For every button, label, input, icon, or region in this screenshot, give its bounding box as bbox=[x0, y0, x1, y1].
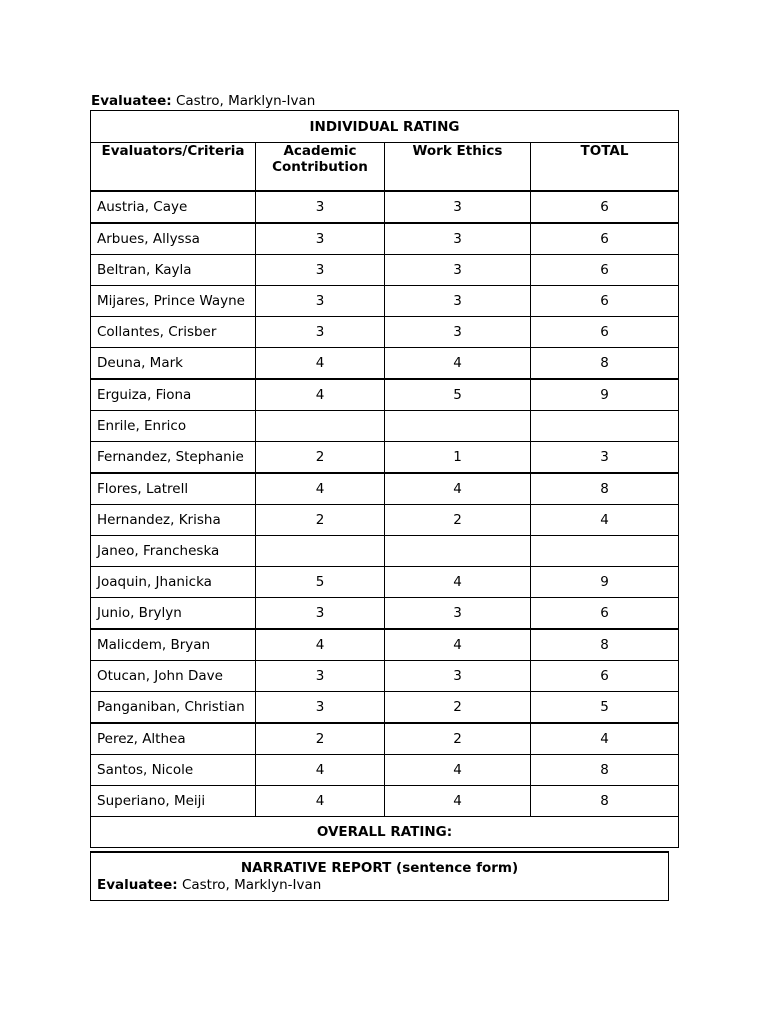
narrative-evaluatee-name: Castro, Marklyn-Ivan bbox=[181, 877, 322, 893]
table-row bbox=[91, 755, 679, 786]
evaluator-name: Mijares, Prince Wayne bbox=[91, 286, 256, 317]
narrative-report-title: NARRATIVE REPORT (sentence form) bbox=[240, 860, 519, 876]
header-evaluators: Evaluators/Criteria bbox=[91, 143, 256, 192]
evaluator-name: Panganiban, Christian bbox=[91, 692, 256, 724]
overall-rating-label: OVERALL RATING: bbox=[91, 817, 679, 848]
evaluator-name: Janeo, Francheska bbox=[91, 536, 256, 567]
total-score: 4 bbox=[531, 505, 679, 536]
work-ethics-score: 3 bbox=[385, 661, 531, 692]
evaluator-name: Superiano, Meiji bbox=[91, 786, 256, 817]
work-ethics-score: 2 bbox=[385, 723, 531, 755]
work-ethics-score: 2 bbox=[385, 505, 531, 536]
evaluator-name: Enrile, Enrico bbox=[91, 411, 256, 442]
work-ethics-score: 3 bbox=[385, 286, 531, 317]
evaluator-name: Hernandez, Krisha bbox=[91, 505, 256, 536]
evaluator-name: Malicdem, Bryan bbox=[91, 629, 256, 661]
evaluator-name: Flores, Latrell bbox=[91, 473, 256, 505]
narrative-evaluatee-label: Evaluatee: bbox=[97, 877, 178, 893]
total-score: 6 bbox=[531, 255, 679, 286]
total-score: 6 bbox=[531, 191, 679, 223]
work-ethics-score: 3 bbox=[385, 598, 531, 630]
total-score: 3 bbox=[531, 442, 679, 474]
narrative-evaluatee bbox=[91, 877, 668, 894]
total-score: 5 bbox=[531, 692, 679, 724]
table-row bbox=[91, 536, 679, 567]
table-title: INDIVIDUAL RATING bbox=[91, 111, 679, 143]
academic-score: 3 bbox=[256, 191, 385, 223]
evaluator-name: Erguiza, Fiona bbox=[91, 379, 256, 411]
work-ethics-score: 4 bbox=[385, 629, 531, 661]
total-score: 6 bbox=[531, 223, 679, 255]
total-score: 8 bbox=[531, 629, 679, 661]
work-ethics-score bbox=[385, 536, 531, 567]
work-ethics-score: 4 bbox=[385, 755, 531, 786]
total-score: 4 bbox=[531, 723, 679, 755]
table-row bbox=[91, 598, 679, 630]
work-ethics-score: 4 bbox=[385, 348, 531, 380]
header-work-ethics: Work Ethics bbox=[385, 143, 531, 192]
header-total: TOTAL bbox=[531, 143, 679, 192]
academic-score: 3 bbox=[256, 317, 385, 348]
table-row bbox=[91, 786, 679, 817]
header-academic-line2: Contribution bbox=[272, 159, 368, 175]
evaluator-name: Beltran, Kayla bbox=[91, 255, 256, 286]
academic-score: 4 bbox=[256, 629, 385, 661]
total-score: 8 bbox=[531, 755, 679, 786]
evaluator-name: Deuna, Mark bbox=[91, 348, 256, 380]
academic-score: 3 bbox=[256, 661, 385, 692]
table-row bbox=[91, 473, 679, 505]
table-header-row bbox=[91, 143, 679, 192]
evaluatee-label: Evaluatee: bbox=[91, 93, 172, 109]
total-score: 8 bbox=[531, 348, 679, 380]
evaluator-name: Otucan, John Dave bbox=[91, 661, 256, 692]
work-ethics-score: 3 bbox=[385, 223, 531, 255]
academic-score: 4 bbox=[256, 755, 385, 786]
academic-score: 4 bbox=[256, 379, 385, 411]
evaluator-name: Arbues, Allyssa bbox=[91, 223, 256, 255]
individual-rating-table bbox=[90, 110, 679, 848]
total-score: 6 bbox=[531, 317, 679, 348]
table-row bbox=[91, 317, 679, 348]
evaluator-name: Joaquin, Jhanicka bbox=[91, 567, 256, 598]
table-row bbox=[91, 629, 679, 661]
work-ethics-score: 4 bbox=[385, 786, 531, 817]
table-row bbox=[91, 286, 679, 317]
table-row bbox=[91, 661, 679, 692]
table-row bbox=[91, 723, 679, 755]
evaluatee-name: Castro, Marklyn-Ivan bbox=[175, 93, 316, 109]
academic-score: 4 bbox=[256, 786, 385, 817]
table-row bbox=[91, 692, 679, 724]
table-row bbox=[91, 411, 679, 442]
work-ethics-score bbox=[385, 411, 531, 442]
work-ethics-score: 5 bbox=[385, 379, 531, 411]
evaluatee-header bbox=[91, 92, 315, 110]
total-score bbox=[531, 411, 679, 442]
total-score: 6 bbox=[531, 598, 679, 630]
academic-score: 3 bbox=[256, 223, 385, 255]
table-row bbox=[91, 348, 679, 380]
work-ethics-score: 3 bbox=[385, 255, 531, 286]
narrative-report-box bbox=[90, 851, 669, 901]
table-row bbox=[91, 505, 679, 536]
academic-score: 2 bbox=[256, 723, 385, 755]
evaluator-name: Austria, Caye bbox=[91, 191, 256, 223]
academic-score: 3 bbox=[256, 255, 385, 286]
academic-score: 3 bbox=[256, 286, 385, 317]
academic-score: 2 bbox=[256, 442, 385, 474]
total-score: 9 bbox=[531, 379, 679, 411]
academic-score bbox=[256, 411, 385, 442]
overall-rating-row bbox=[91, 817, 679, 848]
total-score: 6 bbox=[531, 286, 679, 317]
academic-score: 2 bbox=[256, 505, 385, 536]
academic-score: 4 bbox=[256, 348, 385, 380]
academic-score: 4 bbox=[256, 473, 385, 505]
table-row bbox=[91, 255, 679, 286]
table-row bbox=[91, 379, 679, 411]
work-ethics-score: 2 bbox=[385, 692, 531, 724]
evaluator-name: Perez, Althea bbox=[91, 723, 256, 755]
work-ethics-score: 1 bbox=[385, 442, 531, 474]
work-ethics-score: 3 bbox=[385, 317, 531, 348]
academic-score bbox=[256, 536, 385, 567]
work-ethics-score: 4 bbox=[385, 473, 531, 505]
table-row bbox=[91, 567, 679, 598]
academic-score: 5 bbox=[256, 567, 385, 598]
table-row bbox=[91, 223, 679, 255]
table-row bbox=[91, 442, 679, 474]
total-score: 6 bbox=[531, 661, 679, 692]
evaluator-name: Fernandez, Stephanie bbox=[91, 442, 256, 474]
academic-score: 3 bbox=[256, 692, 385, 724]
total-score: 9 bbox=[531, 567, 679, 598]
evaluator-name: Collantes, Crisber bbox=[91, 317, 256, 348]
total-score: 8 bbox=[531, 473, 679, 505]
table-row bbox=[91, 191, 679, 223]
header-academic-line1: Academic bbox=[283, 143, 357, 159]
work-ethics-score: 4 bbox=[385, 567, 531, 598]
academic-score: 3 bbox=[256, 598, 385, 630]
work-ethics-score: 3 bbox=[385, 191, 531, 223]
total-score bbox=[531, 536, 679, 567]
table-title-row bbox=[91, 111, 679, 143]
evaluator-name: Junio, Brylyn bbox=[91, 598, 256, 630]
header-academic-contribution bbox=[256, 143, 385, 192]
total-score: 8 bbox=[531, 786, 679, 817]
evaluator-name: Santos, Nicole bbox=[91, 755, 256, 786]
